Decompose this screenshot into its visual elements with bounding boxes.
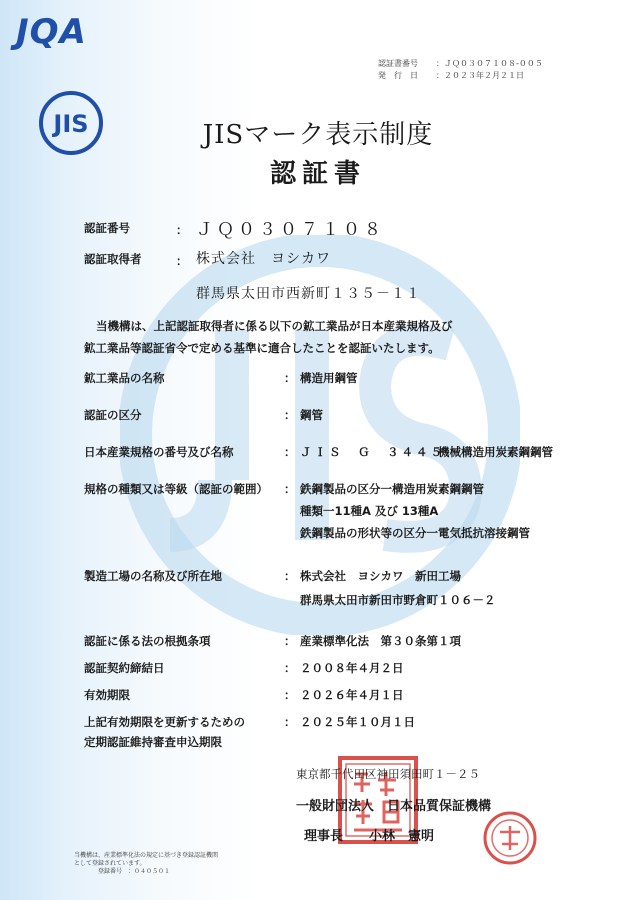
certification-statement: [84, 315, 564, 359]
holder-address: 群馬県太田市西新町１３５－１１: [196, 286, 421, 302]
issuer-organization: 一般財団法人 日本品質保証機構: [296, 799, 492, 814]
colon: ：: [176, 254, 188, 268]
cert-number-value: ＪＱ０３０７１０８: [196, 220, 385, 240]
scope-line-1: 鉄鋼製品の区分一構造用炭素鋼鋼管: [300, 482, 484, 496]
standard-code: ＪＩＳ Ｇ ３４４５: [300, 445, 445, 459]
jqa-logo: JQA: [16, 12, 87, 52]
standard-name: 機械構造用炭素鋼鋼管: [438, 445, 553, 459]
chairman-seal-icon: [482, 810, 538, 866]
factory-label: 製造工場の名称及び所在地: [84, 569, 222, 583]
colon: ：: [284, 482, 296, 496]
certificate-title: JISマーク表示制度: [202, 120, 434, 150]
holder-label: 認証取得者: [84, 252, 142, 266]
issue-date-label: 発 行 日: [378, 71, 418, 80]
product-value: 構造用鋼管: [300, 371, 358, 385]
colon: ：: [284, 408, 296, 422]
scope-line-2: 種類一11種A 及び 13種A: [300, 504, 439, 518]
renewal-label-2: 定期認証維持審査申込期限: [84, 735, 222, 749]
holder-value: 株式会社 ヨシカワ: [196, 251, 331, 267]
footnote-line-2: として登録されています。: [74, 860, 146, 867]
registration-footnote: [74, 852, 218, 876]
contract-date-value: ２００８年４月２日: [300, 661, 404, 675]
scope-label: 規格の種類又は等級（認証の範囲）: [84, 482, 268, 496]
issuer-address: 東京都千代田区神田須田町１－２５: [296, 767, 480, 781]
certificate-subtitle: 認証書: [269, 159, 366, 189]
certificate-meta: [378, 58, 543, 82]
cert-no-label: 認証書番号: [378, 59, 418, 68]
law-label: 認証に係る法の根拠条項: [84, 634, 211, 648]
renewal-value: ２０２５年１０月１日: [300, 715, 415, 729]
issue-date-value: ：２０２３年２月２１日: [436, 71, 524, 80]
colon: ：: [284, 445, 296, 459]
standard-label: 日本産業規格の番号及び名称: [84, 445, 234, 459]
colon: ：: [284, 634, 296, 648]
jis-mark-text: JIS: [53, 110, 89, 138]
colon: ：: [284, 569, 296, 583]
colon: ：: [176, 223, 188, 237]
cert-no-value: ：ＪＱ０３０７１０８-００５: [436, 59, 543, 68]
colon: ：: [284, 715, 296, 729]
scope-line-3: 鉄鋼製品の形状等の区分一電気抵抗溶接鋼管: [300, 526, 530, 540]
footnote-line-3: 登録番号 ：０４０５０１: [98, 868, 171, 875]
colon: ：: [284, 688, 296, 702]
law-value: 産業標準化法 第３０条第１項: [300, 634, 461, 648]
factory-address: 群馬県太田市新田市野倉町１０６－２: [300, 593, 496, 607]
statement-line-2: 鉱工業品等認証省令で定める基準に適合したことを認証いたします。: [84, 341, 440, 355]
renewal-label-1: 上記有効期限を更新するための: [84, 715, 245, 729]
product-label: 鉱工業品の名称: [84, 371, 165, 385]
colon: ：: [284, 371, 296, 385]
cert-number-label: 認証番号: [84, 221, 130, 235]
expiry-value: ２０２６年４月１日: [300, 688, 404, 702]
expiry-label: 有効期限: [84, 688, 130, 702]
colon: ：: [284, 661, 296, 675]
footnote-line-1: 当機構は、産業標準化法の規定に基づき登録認証機関: [74, 852, 219, 859]
contract-date-label: 認証契約締結日: [84, 661, 165, 675]
factory-name: 株式会社 ヨシカワ 新田工場: [300, 569, 461, 583]
issuer-chairman: 理事長 小林 憲明: [304, 829, 435, 844]
category-value: 鋼管: [300, 408, 323, 422]
category-label: 認証の区分: [84, 408, 142, 422]
statement-line-1: 当機構は、上記認証取得者に係る以下の鉱工業品が日本産業規格及び: [96, 319, 453, 333]
